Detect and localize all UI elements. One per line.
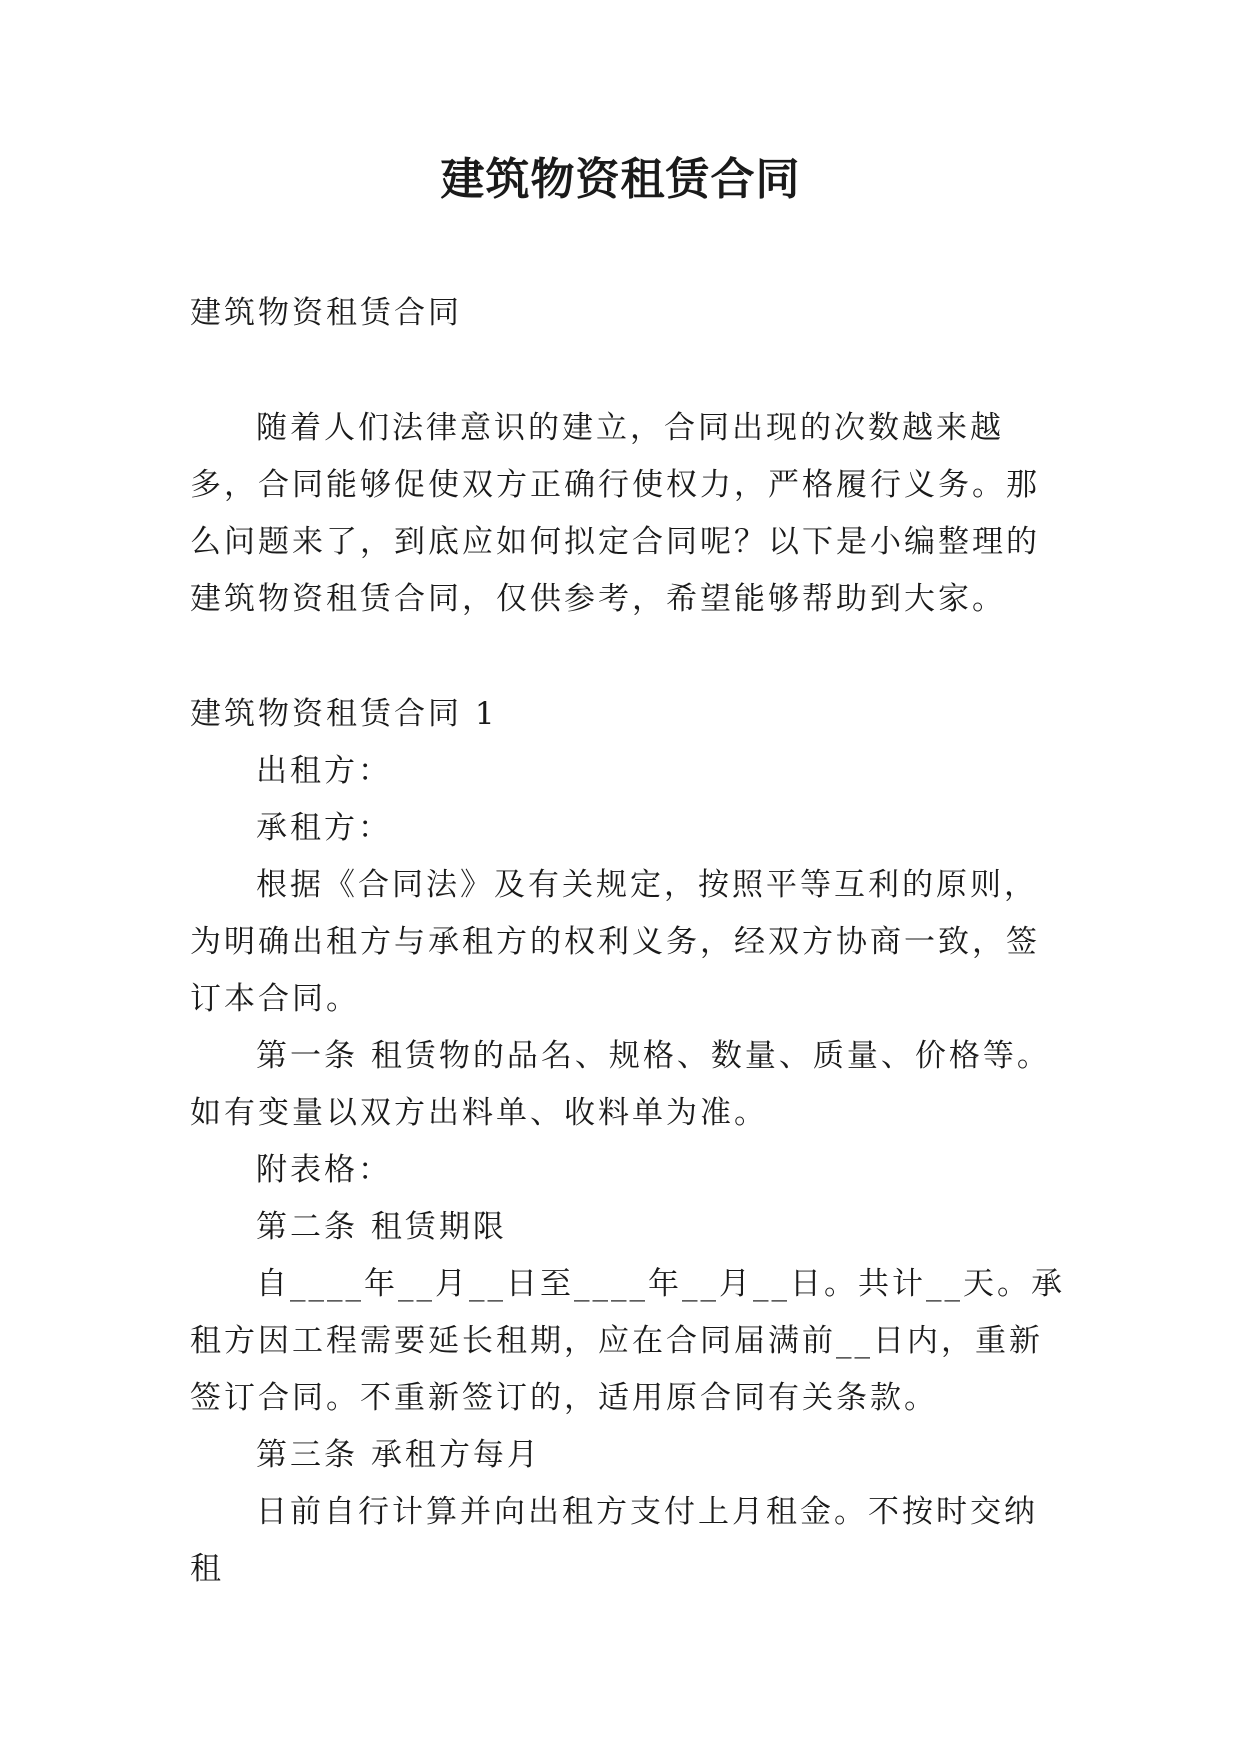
- article-3-heading: 第三条 承租方每月: [256, 1437, 541, 1473]
- article-2-heading: 第二条 租赁期限: [256, 1209, 507, 1245]
- preamble-paragraph: 根据《合同法》及有关规定，按照平等互利的原则，为明确出租方与承租方的权利义务，经双方协商一致，签订本合同。: [190, 867, 1040, 1017]
- document-body: [190, 285, 1070, 1598]
- document-subtitle: 建筑物资租赁合同: [190, 295, 462, 331]
- article-2-paragraph: 自____年__月__日至____年__月__日。共计__天。承租方因工程需要延长租期，应在合同届满前__日内，重新签订合同。不重新签订的，适用原合同有关条款。: [190, 1266, 1065, 1416]
- lessee-line: 承租方：: [256, 810, 392, 846]
- document-title: 建筑物资租赁合同: [440, 154, 801, 205]
- article-1-paragraph: 第一条 租赁物的品名、规格、数量、质量、价格等。如有变量以双方出料单、收料单为准。: [190, 1038, 1051, 1131]
- section-heading: 建筑物资租赁合同 1: [190, 696, 498, 732]
- intro-paragraph: 随着人们法律意识的建立，合同出现的次数越来越多，合同能够促使双方正确行使权力，严格履行义务。那么问题来了，到底应如何拟定合同呢？以下是小编整理的建筑物资租赁合同，仅供参考，希望能够帮助到大家。: [190, 410, 1040, 617]
- lessor-line: 出租方：: [256, 753, 392, 789]
- attachment-line: 附表格：: [256, 1152, 392, 1188]
- article-3-paragraph: 日前自行计算并向出租方支付上月租金。不按时交纳租: [190, 1494, 1038, 1587]
